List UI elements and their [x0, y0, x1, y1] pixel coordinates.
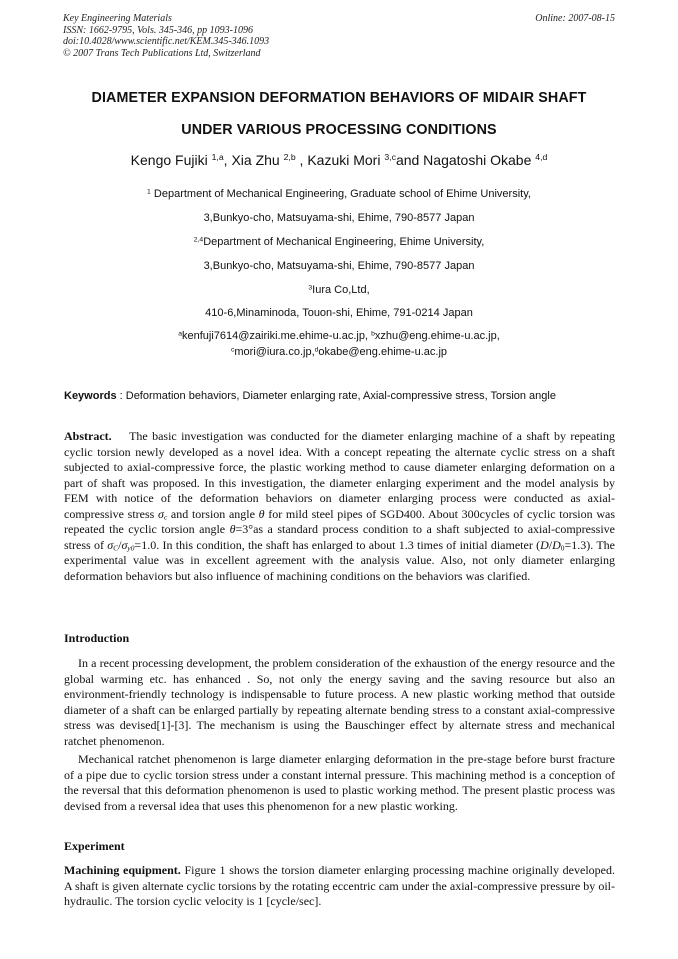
keywords-label: Keywords: [64, 390, 117, 402]
symbol: σ: [107, 537, 114, 552]
symbol: θ: [258, 506, 265, 521]
keywords-separator: :: [116, 390, 126, 402]
email-line2: [0, 346, 678, 358]
email-link[interactable]: kenfuji7614@zairiki.me.ehime-u.ac.jp,: [182, 330, 369, 342]
symbol: σ: [158, 506, 164, 521]
author-affiliation-mark: 3,c: [384, 152, 396, 163]
abstract-text: for mild steel pipes of SGD400. About 300cycles of cyclic torsion was repeated the cyclic torsion angle: [64, 506, 615, 536]
abstract-text: =1.0. In this condition, the shaft has enlarged to about 1.3 times of initial diameter (: [134, 537, 541, 552]
symbol-sub: y0: [127, 542, 135, 552]
symbol: σ: [121, 537, 128, 552]
keywords: [64, 390, 624, 402]
symbol: /: [548, 537, 553, 552]
author-list: Kengo Fujiki $^{1,a}$, Xia Zhu $^{2,b}$ , Kazuki Mori $^{3,c}$and Nagatoshi Okabe $^{4,d}$: [130, 152, 548, 168]
affiliation-1-line1: [0, 188, 678, 200]
journal-issn: ISSN: 1662-9795, Vols. 345-346, pp 1093-1096: [63, 24, 253, 36]
email-mark: a: [178, 330, 182, 338]
journal-copyright: © 2007 Trans Tech Publications Ltd, Switzerland: [63, 47, 261, 59]
experiment-paragraph: [64, 863, 615, 910]
abstract-text: =1.3). The experimental value was in excellent agreement with the analysis value. Also, not only diameter enlarging deformation behaviors but also influence of machining conditions on the behaviors was clarified.: [64, 537, 615, 583]
introduction-paragraph-2: Mechanical ratchet phenomenon is large diameter enlarging deformation in the pre-stage before burst fracture of a pipe due to cyclic torsion stress under a constant internal pressure. This machining method is a conception of the reversal that this deformation phenomenon is used to plastic working method. The present plastic process was devised from a reversal idea that uses this phenomenon for a new plastic working.: [64, 752, 615, 813]
affiliation-mark: 3: [308, 284, 313, 292]
paper-title-line2: UNDER VARIOUS PROCESSING CONDITIONS: [181, 122, 497, 138]
affiliation-text: Iura Co,Ltd,: [312, 284, 370, 296]
paper-title-line1: DIAMETER EXPANSION DEFORMATION BEHAVIORS OF MIDAIR SHAFT: [91, 90, 587, 106]
abstract-label: Abstract.: [64, 429, 112, 443]
affiliation-3-line2: 410-6,Minaminoda, Touon-shi, Ehime, 791-0214 Japan: [205, 307, 473, 319]
email-mark: d: [314, 346, 319, 354]
abstract-text: and torsion angle: [167, 506, 259, 521]
symbol-sub: C: [113, 542, 119, 552]
experiment-heading: Experiment: [64, 839, 125, 853]
journal-name: Key Engineering Materials: [63, 13, 172, 24]
email-line1: [0, 330, 678, 342]
author-affiliation-mark: 1,a: [211, 152, 224, 163]
keywords-text: Deformation behaviors, Diameter enlarging rate, Axial-compressive stress, Torsion angle: [125, 390, 556, 402]
affiliation-text: Department of Mechanical Engineering, Ehime University,: [203, 236, 485, 248]
affiliation-1-line2: 3,Bunkyo-cho, Matsuyama-shi, Ehime, 790-8577 Japan: [203, 212, 475, 224]
author-affiliation-mark: 2,b: [283, 152, 296, 163]
abstract: [64, 429, 615, 584]
introduction-paragraph-1: In a recent processing development, the problem consideration of the exhaustion of the energy resource and the global warming etc. has enhanced . So, not only the energy saving and the saving resource but also an environment-friendly technology is indispensable to future process. A new plastic working method that outside diameter of a shaft can be enlarged partially by repeating alternate bending stress to a constant axial-compressive stress was devised[1]-[3]. The mechanism is using the Bauschinger effect by alternate stress and mechanical ratchet phenomenon.: [64, 656, 615, 748]
author-name: and Nagatoshi Okabe: [395, 152, 532, 168]
affiliation-mark: 1: [147, 188, 151, 196]
abstract-text: =3°as a standard process condition to a shaft subjected to axial-compressive stress of: [64, 522, 615, 552]
introduction-heading: Introduction: [64, 631, 130, 645]
email-link[interactable]: mori@iura.co.jp,: [234, 346, 315, 358]
affiliation-2-line1: [0, 236, 678, 248]
online-date: Online: 2007-08-15: [535, 13, 615, 24]
email-link[interactable]: okabe@eng.ehime-u.ac.jp: [318, 346, 448, 358]
journal-header: [63, 13, 615, 59]
author-name: Xia Zhu: [231, 152, 280, 168]
abstract-text: The basic investigation was conducted for the diameter enlarging machine of a shaft by repeating cyclic torsion newly developed as a novel idea. With a concept repeating the alternate cyclic stress on a shaft subjected to axial-compressive force, the plastic working method to cause diameter enlarging deformation on a part of shaft was proposed. In this investigation, the diameter enlarging experiment and the model analysis by FEM with notice of the deformation behaviors on diameter enlarging process were conducted as axial-compressive stress: [64, 429, 615, 521]
symbol: θ: [229, 522, 236, 536]
experiment-subheading: Machining equipment.: [64, 863, 181, 877]
symbol-sub: 0: [560, 542, 565, 552]
affiliation-mark: 2,4: [193, 236, 204, 244]
author-name: Kazuki Mori: [307, 152, 381, 168]
author-affiliation-mark: 4,d: [535, 152, 548, 163]
email-link[interactable]: xzhu@eng.ehime-u.ac.jp,: [374, 330, 500, 342]
email-mark: b: [371, 330, 375, 338]
symbol: D: [552, 537, 561, 552]
affiliation-text: Department of Mechanical Engineering, Graduate school of Ehime University,: [153, 188, 531, 200]
symbol-sub: c: [163, 511, 168, 521]
symbol: /: [118, 537, 122, 552]
email-mark: c: [230, 346, 235, 354]
affiliation-2-line2: 3,Bunkyo-cho, Matsuyama-shi, Ehime, 790-8577 Japan: [203, 260, 475, 272]
affiliation-3-line1: [0, 284, 678, 296]
symbol: D: [540, 537, 549, 552]
experiment-text: Figure 1 shows the torsion diameter enlarging processing machine originally developed. A shaft is given alternate cyclic torsions by the rotating eccentric cam under the axial-compressive pressure by oil-hydraulic. The torsion cyclic velocity is 1 [cycle/sec].: [64, 863, 615, 908]
journal-doi: doi:10.4028/www.scientific.net/KEM.345-346.1093: [63, 36, 270, 48]
author-name: Kengo Fujiki: [130, 152, 208, 168]
